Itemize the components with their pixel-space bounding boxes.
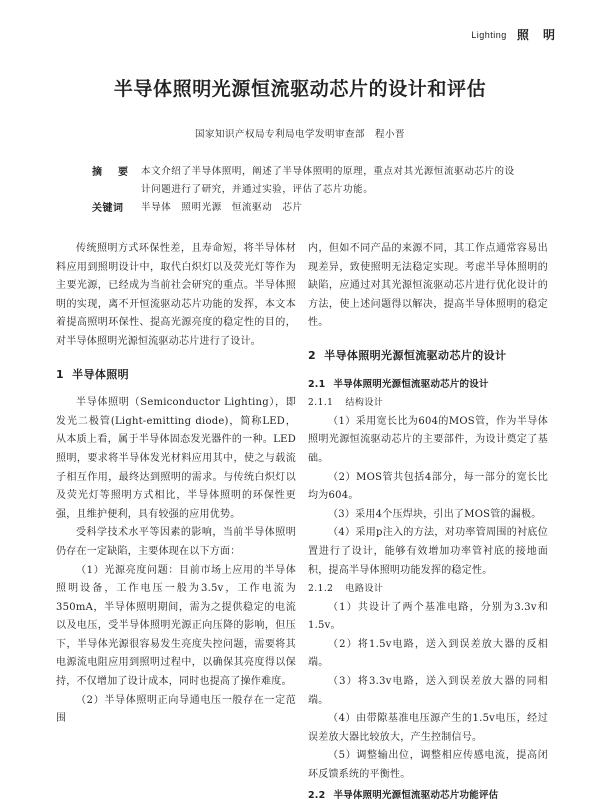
section-number: 2.1.1	[308, 398, 334, 409]
paragraph: （1）采用宽长比为604的MOS管，作为半导体照明光源恒流驱动芯片的主要部件，为设计奠定了基础。	[308, 415, 548, 464]
paragraph: （1）共设计了两个基准电路，分别为3.3v和1.5v。	[308, 601, 548, 632]
section-2-1-1-heading	[308, 394, 548, 413]
left-column	[56, 240, 296, 729]
running-header	[471, 26, 560, 43]
paragraph: 受科学技术水平等因素的影响，当前半导体照明仍存在一定缺陷，主要体现在以下方面：	[56, 527, 296, 557]
section-number: 1	[56, 367, 65, 381]
keywords-text: 半导体 照明光源 恒流驱动 芯片	[141, 202, 303, 213]
paragraph: （5）调整输出位，调整相应传感电流，提高闭环反馈系统的平衡性。	[308, 750, 548, 781]
intro-paragraph: 传统照明方式环保性差，且寿命短，将半导体材料应用到照明设计中，取代白炽灯以及荧光灯等作为主要光源，已经成为当前社会研究的重点。半导体照明的实现，离不开恒流驱动芯片功能的发挥，本文本着提高照明环保性、提高光源亮度的稳定性的目的，对半导体照明光源恒流驱动芯片进行了设计。	[56, 243, 296, 347]
section-title: 半导体照明	[72, 367, 130, 381]
paragraph: （2）MOS管共包括4部分，每一部分的宽长比均为604。	[308, 471, 548, 502]
section-number: 2	[308, 348, 317, 362]
abstract-text: 本文介绍了半导体照明，阐述了半导体照明的原理，重点对其光源恒流驱动芯片的设计问题进行了研究，并通过实验，评估了芯片功能。	[141, 166, 515, 195]
section-2-2-heading	[308, 787, 548, 805]
section-2-heading	[308, 347, 548, 366]
paragraph: （1）光源亮度问题：目前市场上应用的半导体照明设备，工作电压一般为3.5v，工作电流为350mA，半导体照明期间，需为之提供稳定的电流以及电压，受半导体照明光源正向压降的影响，但压下，半导体光源很容易发生亮度失控问题，需要将其电源流电阻应用到照明过程中，以确保其亮度得以保持，不仅增加了设计成本，同时也提高了操作难度。	[56, 564, 296, 688]
paragraph: （2）将1.5v电路，送入到误差放大器的反相端。	[308, 638, 548, 669]
paragraph: 半导体照明（Semiconductor Lighting），即发光二极管(Light-emitting diode)，简称LED，从本质上看，属于半导体固态发光器件的一种。LED照明，要求将半导体发光材料应用其中，使之与载流子相互作用，最终达到照明的需求。与传统白炽灯以及荧光灯等照明方式相比，半导体照明的环保性更强，且维护便利，具有较强的应用优势。	[56, 397, 296, 520]
section-2-1-2-heading	[308, 580, 548, 599]
section-number: 2.1.2	[308, 584, 334, 595]
paragraph: （3）将3.3v电路，送入到误差放大器的同相端。	[308, 676, 548, 706]
section-title: 电路设计	[345, 584, 384, 595]
paragraph: 内，但如不同产品的来源不同，其工作点通常容易出现差异，致使照明无法稳定实现。考虑半导体照明的缺陷，应通过对其光源恒流驱动芯片进行优化设计的方法，使上述问题得以解决，提高半导体照明的稳定性。	[308, 243, 548, 329]
section-title: 半导体照明光源恒流驱动芯片的设计	[324, 348, 507, 362]
section-title: 半导体照明光源恒流驱动芯片的设计	[333, 378, 489, 390]
article-title: 半导体照明光源恒流驱动芯片的设计和评估	[113, 78, 487, 100]
right-column	[308, 240, 548, 805]
author-line: 国家知识产权局专利局电学发明审查部 程小晋	[194, 129, 405, 140]
section-2-1-heading	[308, 376, 548, 395]
paragraph: （2）半导体照明正向导通电压一般存在一定范围	[56, 694, 296, 725]
section-number: 2.1	[308, 378, 326, 390]
section-title: 结构设计	[345, 398, 384, 409]
section-number: 2.2	[308, 789, 326, 801]
section-1-heading	[56, 366, 296, 385]
paragraph: （3）采用4个压焊块，引出了MOS管的漏极。	[328, 508, 542, 520]
abstract-label: 摘 要	[92, 167, 131, 178]
section-title: 半导体照明光源恒流驱动芯片功能评估	[333, 789, 499, 801]
journal-name: Lighting	[471, 29, 507, 40]
keywords-label: 关键词	[92, 203, 124, 214]
column-name: 照 明	[516, 28, 560, 42]
paragraph: （4）采用p注入的方法，对功率管周围的衬底位置进行了设计，能够有效增加功率管衬底的接地面积，提高半导体照明功能发挥的稳定性。	[308, 527, 548, 576]
paragraph: （4）由带隙基准电压源产生的1.5v电压，经过误差放大器比较放大，产生控制信号。	[308, 713, 548, 743]
